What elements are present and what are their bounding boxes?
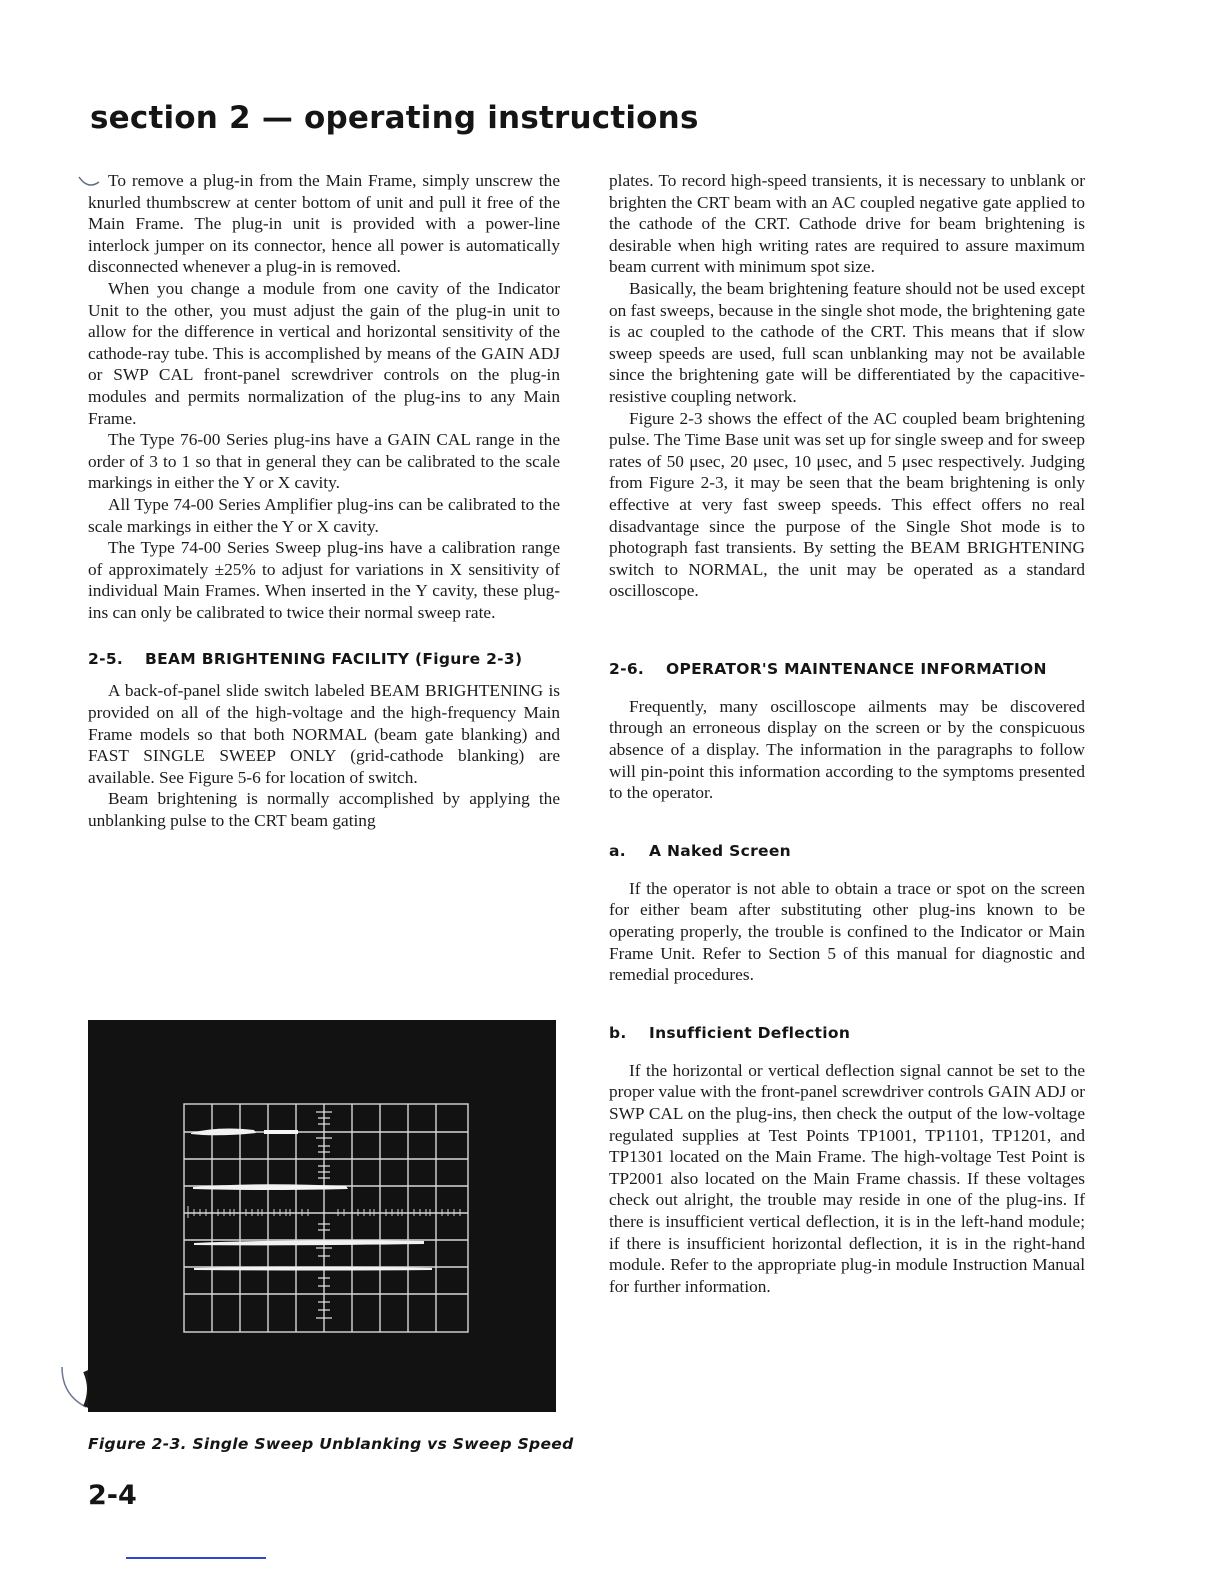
paragraph: To remove a plug-in from the Main Frame, simply unscrew the knurled thumbscrew at center bottom of unit and pull it free of the Main Frame. The plug-in unit is provided with a power-line interlock jumper on its connector, hence all power is automatically disconnected whenever a plug-in is removed. (88, 171, 560, 277)
section-number: 2-5. (88, 650, 124, 669)
subsection-letter: a. (609, 841, 626, 860)
section-heading-2-5 (88, 650, 560, 668)
paragraph: Beam brightening is normally accomplished by applying the unblanking pulse to the CRT beam gating (88, 789, 560, 831)
paragraph: All Type 74-00 Series Amplifier plug-ins can be calibrated to the scale markings in either the Y or X cavity. (88, 494, 560, 536)
paragraph: A back-of-panel slide switch labeled BEAM BRIGHTENING is provided on all of the high-voltage and the high-frequency Main Frame models so that both NORMAL (beam gate blanking) and FAST SINGLE SWEEP ONLY (grid-cathode blanking) are available. See Figure 5-6 for location of switch. (88, 681, 560, 787)
subsection-heading-a (609, 842, 1085, 860)
paragraph: Basically, the beam brightening feature should not be used except on fast sweeps, because in the single shot mode, the brightening gate is ac coupled to the cathode of the CRT. This means that if slow sweep speeds are used, full scan unblanking may not be available since the brightening gate will be differentiated by the capacitive-resistive coupling network. (609, 278, 1085, 406)
paragraph: plates. To record high-speed transients, it is necessary to unblank or brighten the CRT beam with an AC coupled negative gate applied to the cathode of the CRT. Cathode drive for beam brightening is desirable when high writing rates are required to assure maximum beam current with minimum spot size. (609, 171, 1085, 277)
paragraph: The Type 74-00 Series Sweep plug-ins have a calibration range of approximately ±25% to adjust for variations in X sensitivity of individual Main Frames. When inserted in the Y cavity, these plug-ins can only be calibrated to twice their normal sweep rate. (88, 538, 560, 622)
section-title: OPERATOR'S MAINTENANCE INFORMATION (666, 659, 1047, 678)
scan-artifact-line (126, 1557, 266, 1559)
paragraph: The Type 76-00 Series plug-ins have a GAIN CAL range in the order of 3 to 1 so that in general they can be calibrated to the scale markings in either the Y or X cavity. (88, 430, 560, 493)
subsection-title: Insufficient Deflection (649, 1023, 851, 1042)
paragraph: Figure 2-3 shows the effect of the AC coupled beam brightening pulse. The Time Base unit was set up for single sweep and for sweep rates of 50 μsec, 20 μsec, 10 μsec, and 5 μsec respectively. Judging from Figure 2-3, it may be seen that the beam brightening is only effective at very fast sweep speeds. This effect offers no real disadvantage since the purpose of the Single Shot mode is to photograph fast transients. By setting the BEAM BRIGHTENING switch to NORMAL, the unit may be operated as a standard oscilloscope. (609, 408, 1085, 601)
paragraph: Frequently, many oscilloscope ailments may be discovered through an erroneous display on the screen or by the conspicuous absence of a display. The information in the paragraphs to follow will pin-point this information according to the symptoms presented to the operator. (609, 696, 1085, 803)
subsection-title: A Naked Screen (649, 841, 791, 860)
oscilloscope-photo (88, 1020, 556, 1412)
paragraph: If the operator is not able to obtain a trace or spot on the screen for either beam after substituting other plug-ins known to be operating properly, the trouble is confined to the Indicator or Main Frame Unit. Refer to Section 5 of this manual for diagnostic and remedial procedures. (609, 878, 1085, 985)
subsection-heading-b (609, 1024, 1085, 1042)
punch-hole-mark-bottom (60, 1365, 90, 1409)
paragraph: If the horizontal or vertical deflection signal cannot be set to the proper value with the front-panel screwdriver controls GAIN ADJ or SWP CAL on the plug-ins, then check the output of the low-voltage regulated supplies at Test Points TP1001, TP1101, TP1201, and TP1301 located on the Main Frame. The high-voltage Test Point is TP2001 also located on the Main Frame chassis. If these voltages check out alright, the trouble may reside in one of the plug-ins. If there is insufficient vertical deflection, it is in the left-hand module; if there is insufficient horizontal deflection, it is in the right-hand module. Refer to the appropriate plug-in module Instruction Manual for further information. (609, 1060, 1085, 1296)
left-column (88, 170, 560, 832)
right-column (609, 170, 1085, 1297)
section-title: BEAM BRIGHTENING FACILITY (Figure 2-3) (145, 650, 523, 669)
page-title: section 2 — operating instructions (90, 100, 699, 136)
figure-caption: Figure 2-3. Single Sweep Unblanking vs Sweep Speed (88, 1435, 574, 1453)
subsection-letter: b. (609, 1023, 627, 1042)
paragraph: When you change a module from one cavity of the Indicator Unit to the other, you must adjust the gain of the plug-in unit to allow for the difference in vertical and horizontal sensitivity of the cathode-ray tube. This is accomplished by means of the GAIN ADJ or SWP CAL front-panel screwdriver controls on the plug-in modules and permits normalization of the plug-ins to any Main Frame. (88, 278, 560, 428)
crt-graticule-image (88, 1020, 556, 1412)
section-number: 2-6. (609, 659, 645, 678)
page-number: 2-4 (88, 1480, 137, 1511)
section-heading-2-6 (609, 660, 1085, 678)
